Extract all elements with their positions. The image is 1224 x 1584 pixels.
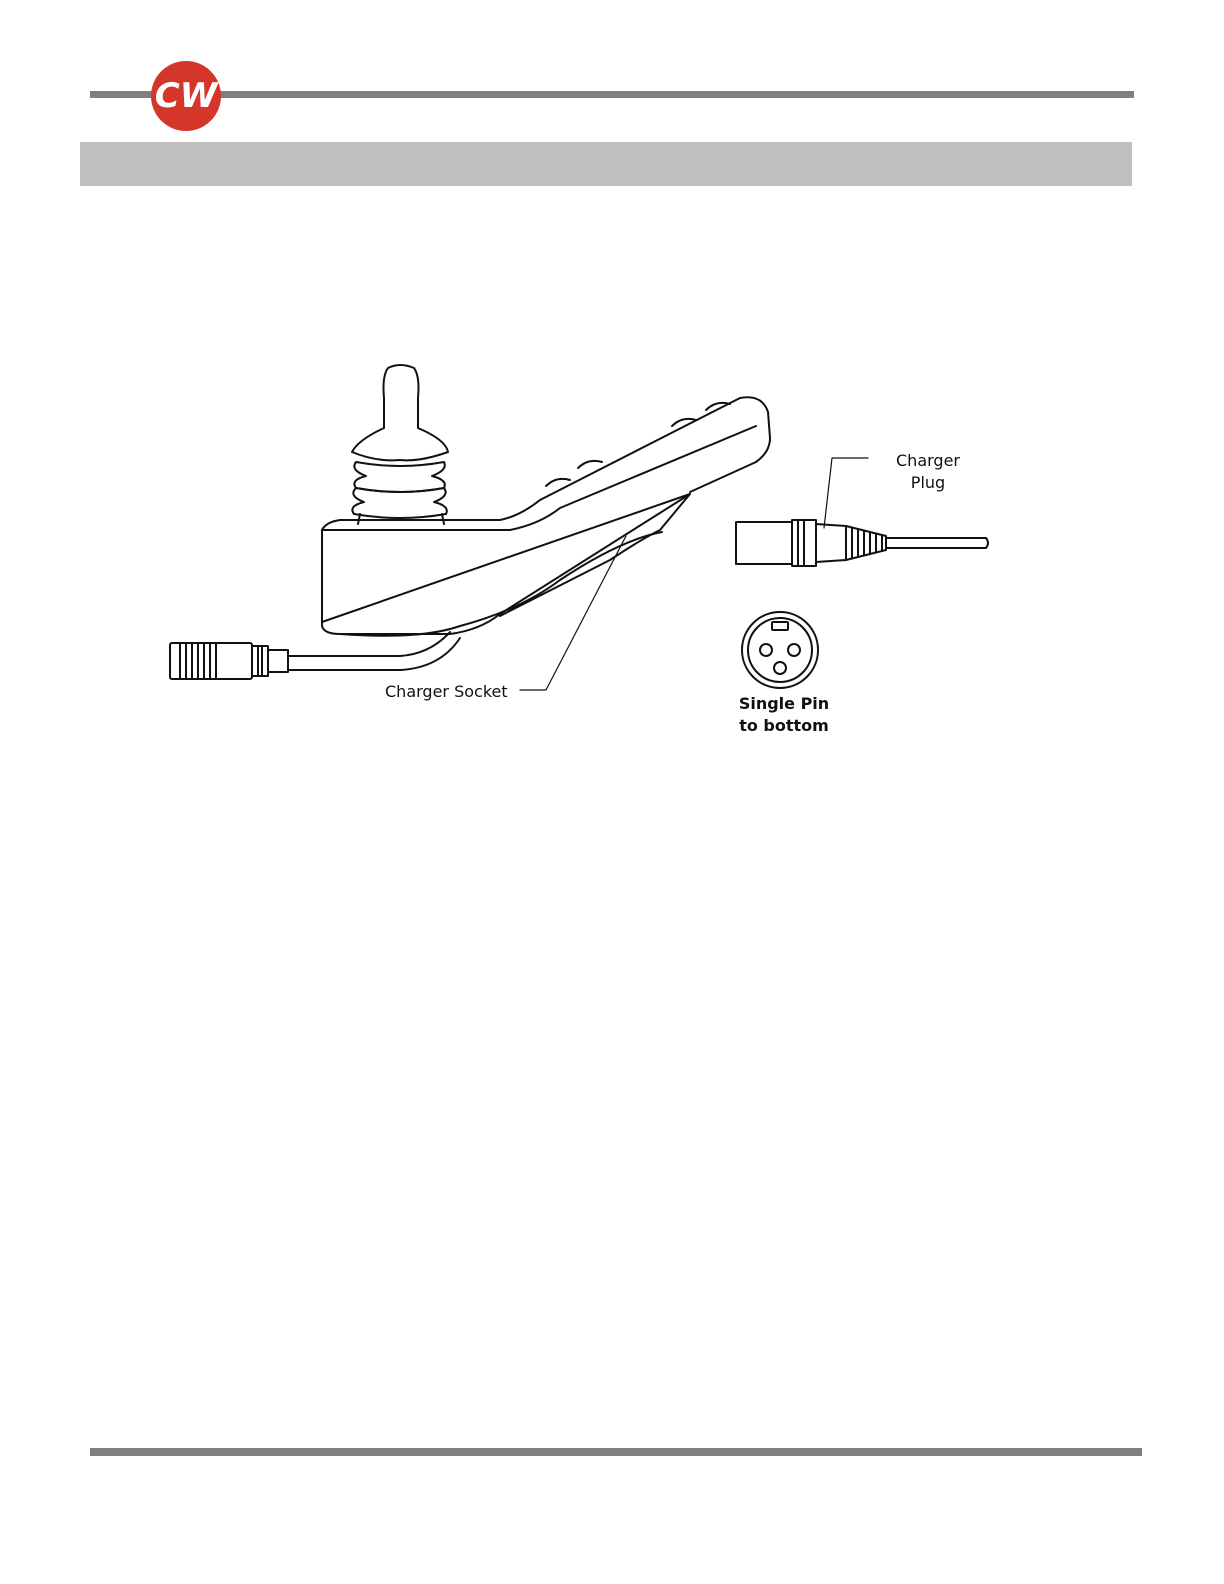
footer-rule bbox=[90, 1448, 1142, 1456]
pin-note-line1: Single Pin bbox=[738, 694, 830, 713]
joystick-knob bbox=[352, 365, 448, 524]
controller-body bbox=[322, 397, 770, 636]
socket-cable bbox=[288, 632, 460, 670]
pin-note-line2: to bottom bbox=[739, 716, 829, 735]
charger-socket-label: Charger Socket bbox=[385, 682, 508, 701]
charger-plug-connector bbox=[736, 520, 988, 566]
svg-text:CW: CW bbox=[154, 76, 218, 116]
charger-socket-connector bbox=[170, 643, 288, 679]
charger-plug-label bbox=[880, 450, 976, 494]
plug-leader-line bbox=[824, 458, 868, 528]
charger-plug-label-line1: Charger bbox=[896, 451, 960, 470]
plug-pin-face bbox=[742, 612, 818, 688]
pin-orientation-note bbox=[726, 693, 842, 737]
charger-plug-label-line2: Plug bbox=[910, 473, 946, 492]
